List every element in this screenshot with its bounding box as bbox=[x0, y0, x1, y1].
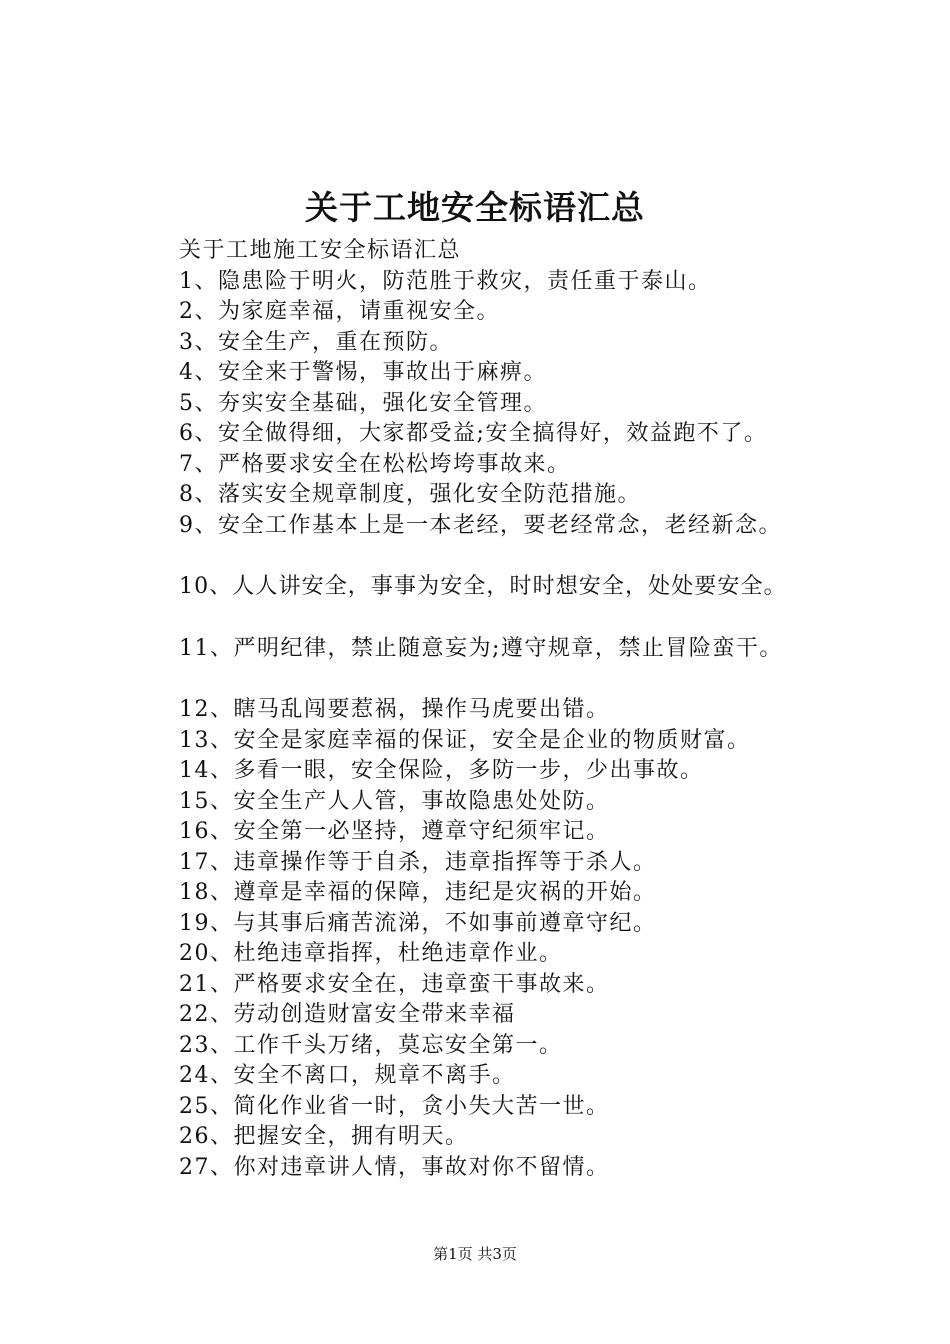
list-item: 27、你对违章讲人情，事故对你不留情。 bbox=[179, 1154, 610, 1180]
list-item: 2、为家庭幸福，请重视安全。 bbox=[179, 299, 500, 324]
document-subtitle: 关于工地施工安全标语汇总 bbox=[179, 238, 462, 263]
paragraph-gap bbox=[179, 541, 939, 572]
list-item: 15、安全生产人人管，事故隐患处处防。 bbox=[179, 788, 610, 814]
list-item: 23、工作千头万绪，莫忘安全第一。 bbox=[179, 1032, 563, 1058]
list-item: 21、严格要求安全在，违章蛮干事故来。 bbox=[179, 971, 610, 997]
list-item: 24、安全不离口，规章不离手。 bbox=[179, 1063, 516, 1088]
list-item: 1、隐患险于明火，防范胜于救灾，责任重于泰山。 bbox=[179, 268, 712, 294]
list-item: 19、与其事后痛苦流涕，不如事前遵章守纪。 bbox=[179, 910, 657, 936]
list-item: 6、安全做得细，大家都受益;安全搞得好，效益跑不了。 bbox=[179, 421, 768, 446]
page-number-footer: 第1页 共3页 bbox=[433, 1245, 517, 1263]
document-body bbox=[179, 236, 939, 1183]
list-item: 7、严格要求安全在松松垮垮事故来。 bbox=[179, 451, 571, 477]
list-item: 3、安全生产，重在预防。 bbox=[179, 329, 453, 355]
paragraph-gap bbox=[179, 603, 939, 634]
list-item: 10、人人讲安全，事事为安全，时时想安全，处处要安全。 bbox=[179, 574, 787, 599]
list-item: 22、劳动创造财富安全带来幸福 bbox=[179, 1002, 516, 1027]
list-item: 13、安全是家庭幸福的保证，安全是企业的物质财富。 bbox=[179, 727, 751, 753]
list-item: 17、违章操作等于自杀，违章指挥等于杀人。 bbox=[179, 849, 657, 875]
paragraph-gap bbox=[179, 664, 939, 695]
list-item: 12、瞎马乱闯要惹祸，操作马虎要出错。 bbox=[179, 697, 610, 722]
list-item: 16、安全第一必坚持，遵章守纪须牢记。 bbox=[179, 819, 610, 844]
list-item: 11、严明纪律，禁止随意妄为;遵守规章，禁止冒险蛮干。 bbox=[179, 635, 783, 661]
list-item: 18、遵章是幸福的保障，违纪是灾祸的开始。 bbox=[179, 880, 657, 905]
list-item: 26、把握安全，拥有明天。 bbox=[179, 1124, 469, 1149]
list-item: 9、安全工作基本上是一本老经，要老经常念，老经新念。 bbox=[179, 512, 782, 538]
document-title: 关于工地安全标语汇总 bbox=[305, 188, 645, 227]
list-item: 5、夯实安全基础，强化安全管理。 bbox=[179, 390, 547, 416]
list-item: 25、简化作业省一时，贪小失大苦一世。 bbox=[179, 1093, 610, 1119]
list-item: 14、多看一眼，安全保险，多防一步，少出事故。 bbox=[179, 758, 704, 783]
list-item: 20、杜绝违章指挥，杜绝违章作业。 bbox=[179, 941, 563, 966]
list-item: 4、安全来于警惕，事故出于麻痹。 bbox=[179, 360, 547, 385]
list-item: 8、落实安全规章制度，强化安全防范措施。 bbox=[179, 482, 641, 507]
